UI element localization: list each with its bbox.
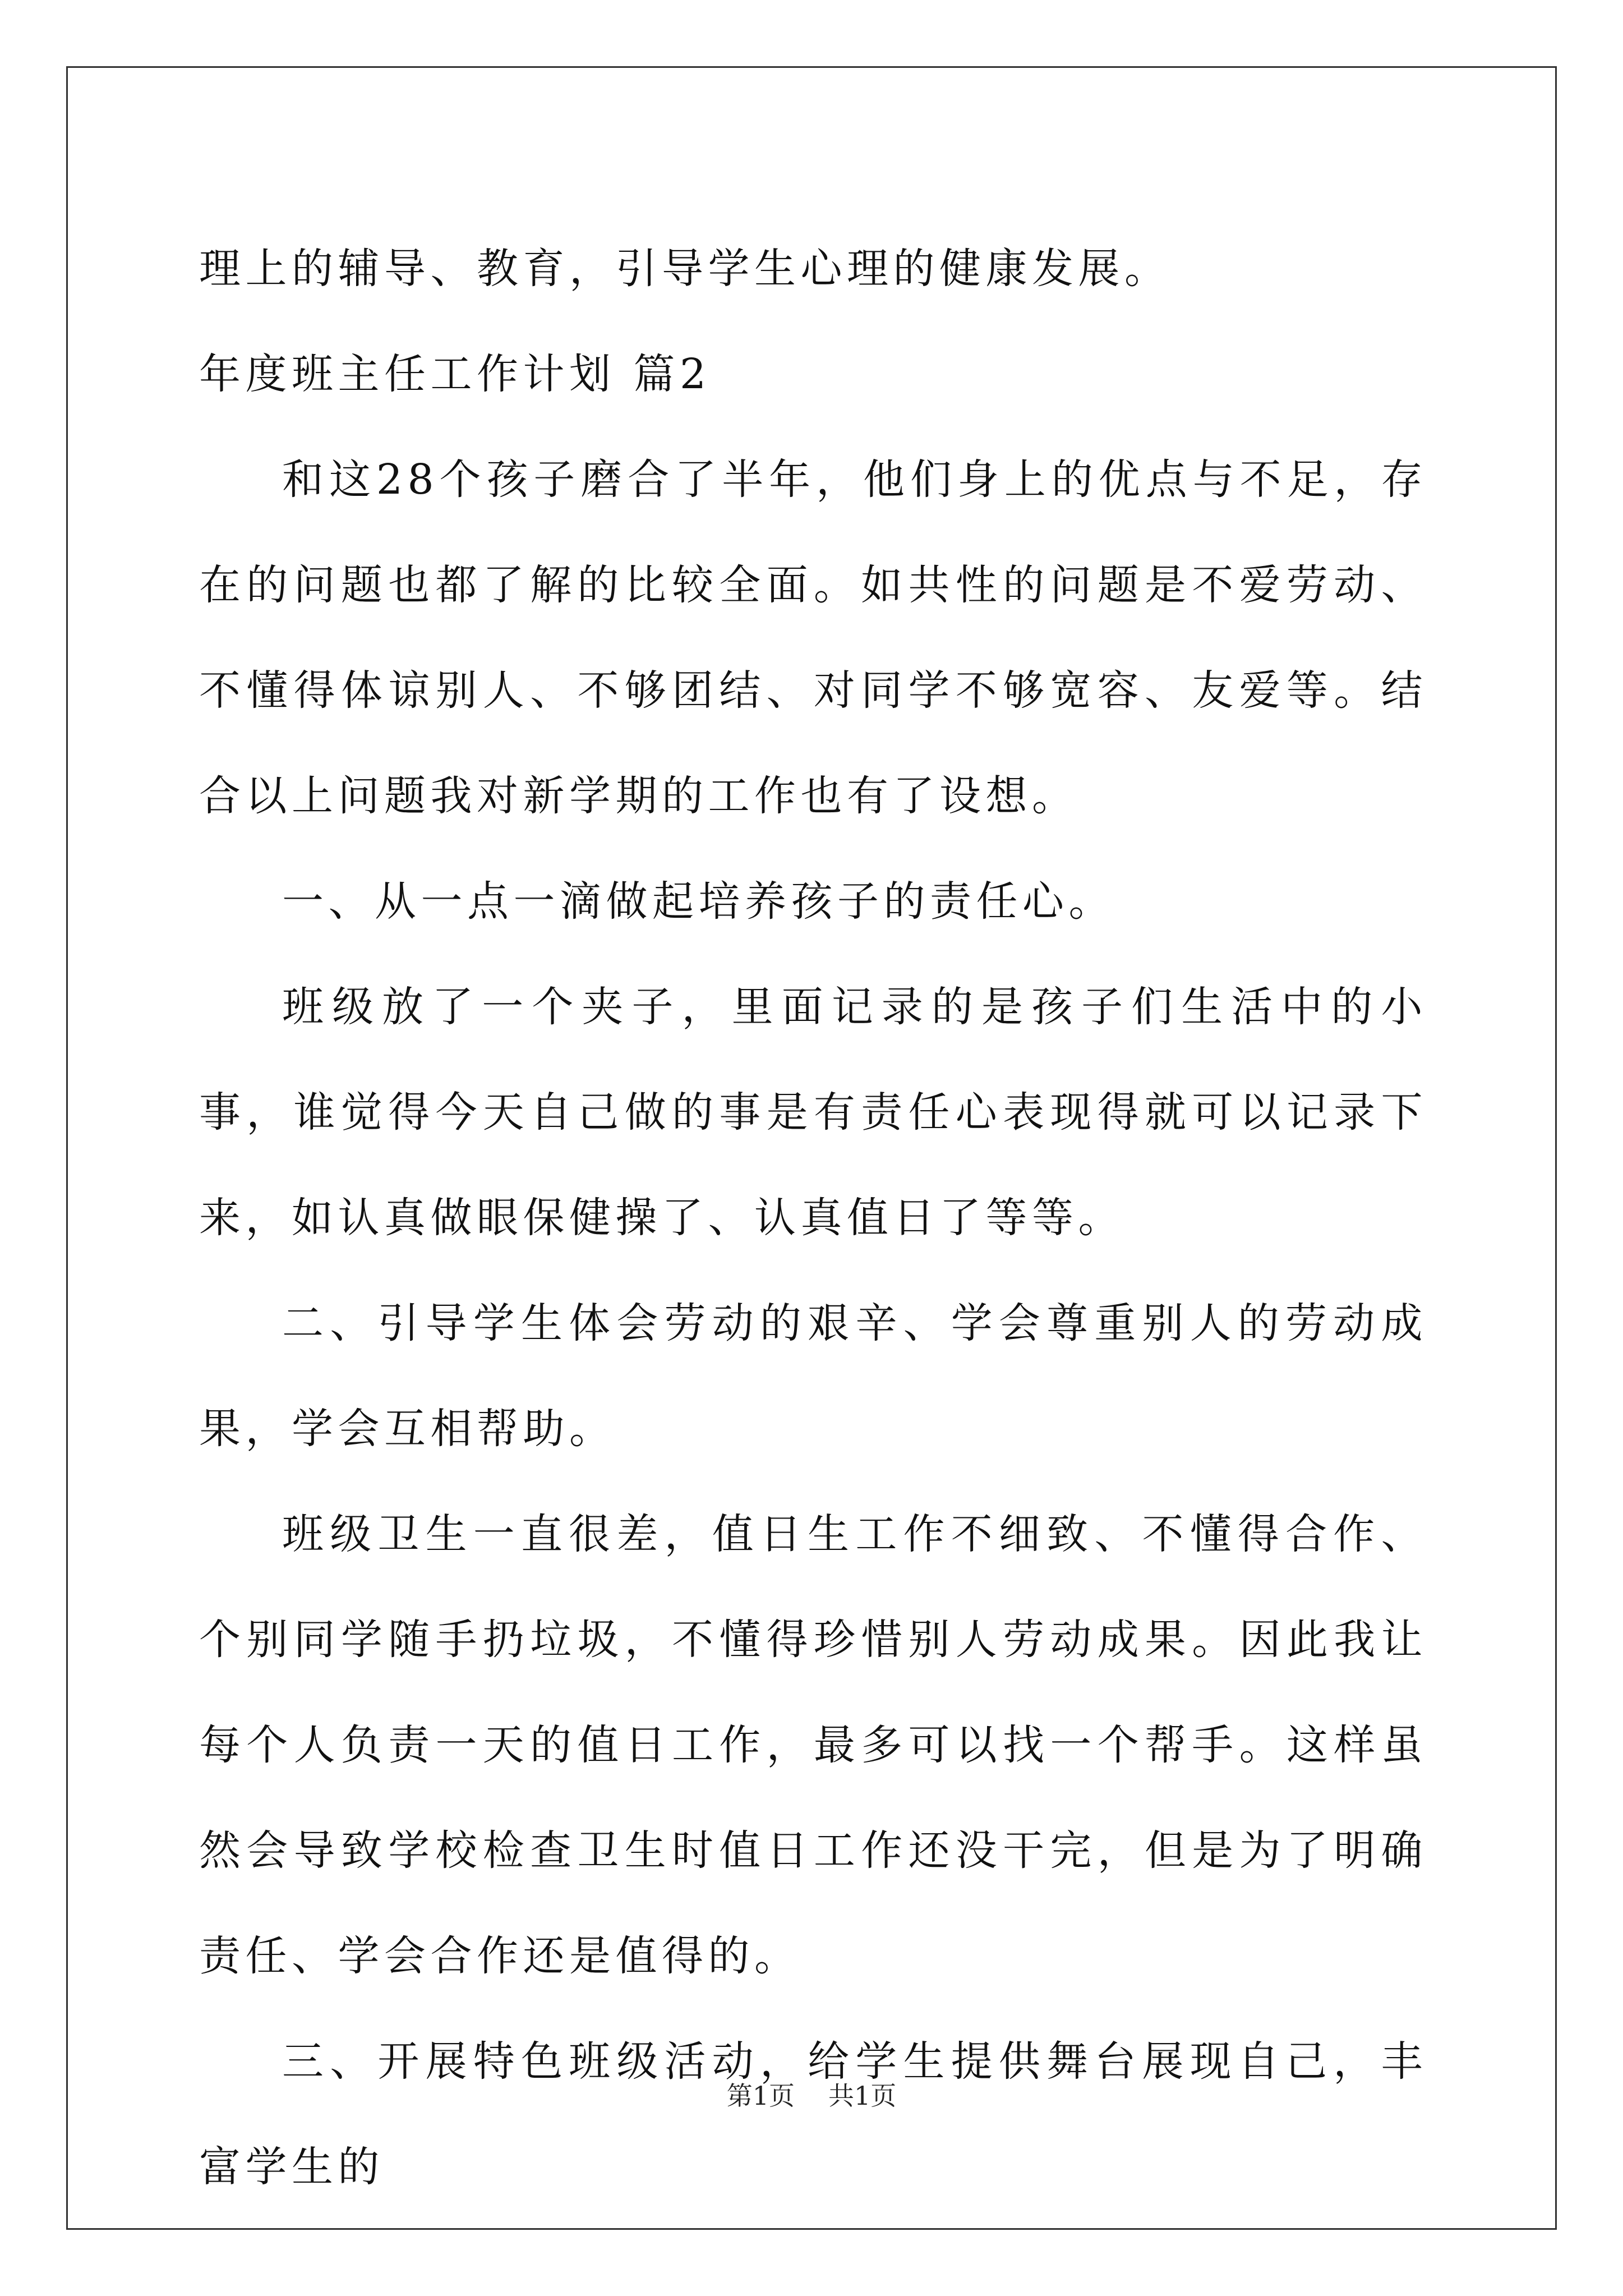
paragraph-1: 理上的辅导、教育，引导学生心理的健康发展。 [199, 245, 1171, 293]
section-heading: 年度班主任工作计划 篇2 [199, 350, 711, 398]
paragraph-8: 三、开展特色班级活动，给学生提供舞台展现自己，丰富学生的 [199, 2037, 1427, 2191]
paragraph-4: 一、从一点一滴做起培养孩子的责任心。 [282, 877, 1115, 926]
page-total: 共1页 [828, 2081, 897, 2111]
page-footer [0, 2076, 1623, 2113]
paragraph-3: 和这28个孩子磨合了半年，他们身上的优点与不足，存在的问题也都了解的比较全面。如共性的问题是不爱劳动、不懂得体谅别人、不够团结、对同学不够宽容、友爱等。结合以上问题我对新学期的工作也有了设想。 [199, 455, 1427, 820]
paragraph-6: 二、引导学生体会劳动的艰辛、学会尊重别人的劳动成果，学会互相帮助。 [199, 1299, 1427, 1453]
document-body [199, 216, 1427, 2220]
page-number: 第1页 [726, 2081, 795, 2111]
paragraph-7: 班级卫生一直很差，值日生工作不细致、不懂得合作、个别同学随手扔垃圾，不懂得珍惜别人劳动成果。因此我让每个人负责一天的值日工作，最多可以找一个帮手。这样虽然会导致学校检查卫生时值日工作还没干完，但是为了明确责任、学会合作还是值得的。 [199, 1510, 1427, 1980]
paragraph-5: 班级放了一个夹子，里面记录的是孩子们生活中的小事，谁觉得今天自己做的事是有责任心表现得就可以记录下来，如认真做眼保健操了、认真值日了等等。 [199, 983, 1427, 1242]
